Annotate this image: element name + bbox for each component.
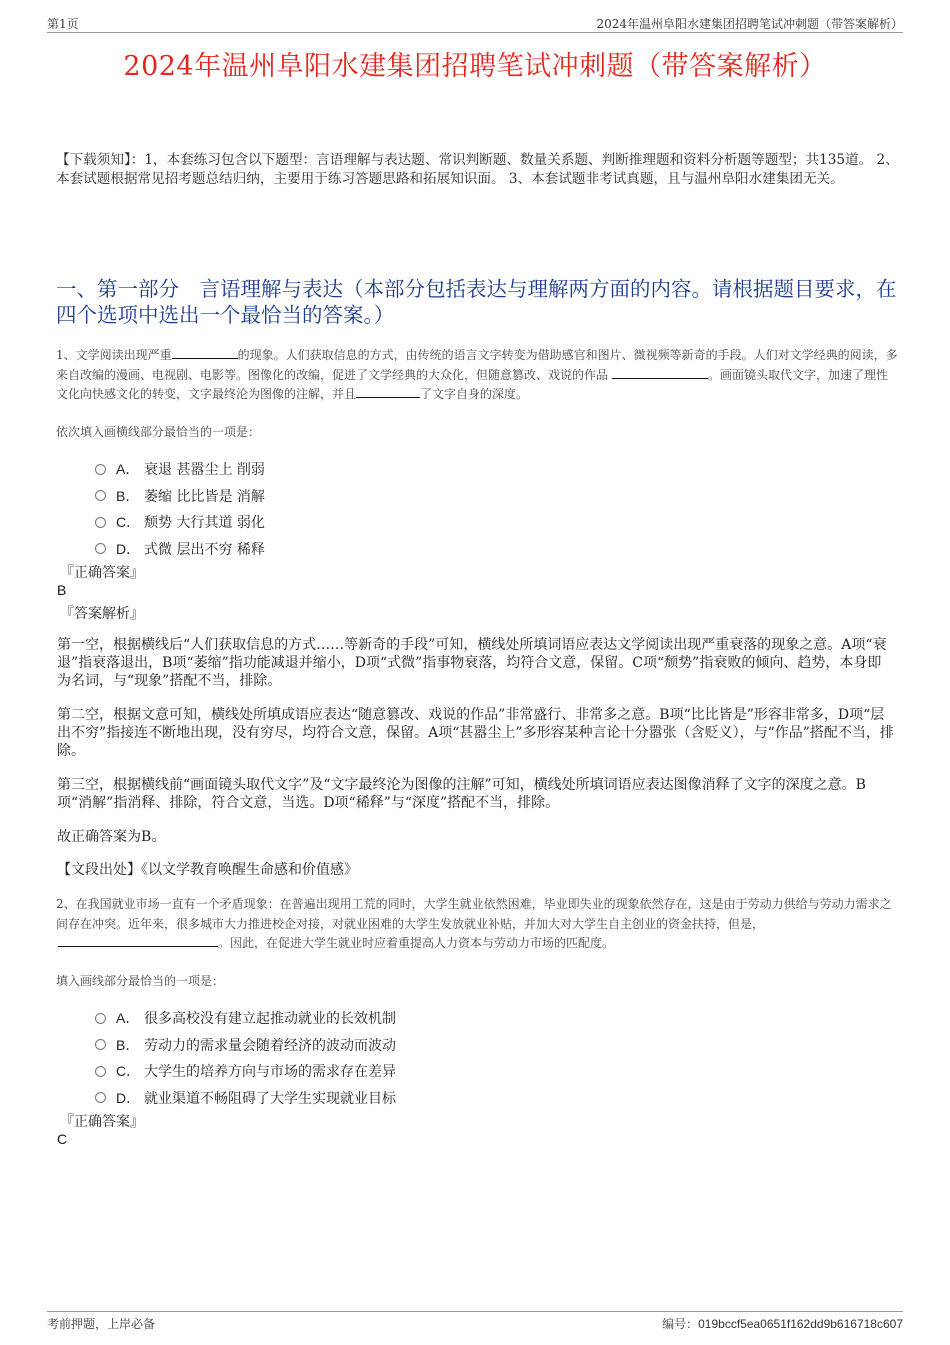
analysis-paragraph-2: 第二空，根据文意可知，横线处所填成语应表达“随意篡改、戏说的作品”非常盛行、非常多之意。B项“比比皆是”形容非常多，D项“层出不穷”指接连不断地出现，没有穷尽，均符合文意，保留。A项“甚嚣尘上”多形容某种言论十分嚣张（含贬义），与“作品”搭配不当，排除。 [57,707,894,759]
answer-label: 『正确答案』 [60,1114,144,1130]
option-c[interactable]: C． 大学生的培养方向与市场的需求存在差异 [95,1058,396,1085]
fill-blank [58,934,218,947]
radio-button[interactable] [95,1066,106,1077]
page-number: 第1页 [47,17,79,31]
question-1-text: 1、文学阅读出现严重 的现象。人们获取信息的方式，由传统的语言文字转变为借助感官和图片、微视频等新奇的手段。人们对文学经典的阅读，多来自改编的漫画、电视剧、电影等。图像化的改编，促进了文学经典的大众化，但随意篡改、戏说的作品 。画面镜头取代文字，加速了理性文化向快感文化的转变，文字最终沦为图像的注解，并且 了文字自身的深度。 [56,348,898,401]
section-title: 一、第一部分 言语理解与表达（本部分包括表达与理解两方面的内容。请根据题目要求，在四个选项中选出一个最恰当的答案。） [56,277,897,327]
analysis-paragraph-1: 第一空，根据横线后“人们获取信息的方式……等新奇的手段”可知，横线处所填词语应表达文学阅读出现严重衰落的现象之意。A项“衰退”指衰落退出，B项“萎缩”指功能减退并缩小，D项“式微”指事物衰落，均符合文意，保留。C项“颓势”指衰败的倾向、趋势，本身即为名词，与“现象”搭配不当，排除。 [57,637,887,689]
analysis-paragraph-3: 第三空，根据横线前“画面镜头取代文字”及“文字最终沦为图像的注解”可知，横线处所填词语应表达图像消释了文字的深度之意。B项“消解”指消释、排除，符合文意，当选。D项“稀释”与“深度”搭配不当，排除。 [57,777,866,811]
answer-label: 『正确答案』 [60,565,144,581]
radio-button[interactable] [95,464,106,475]
radio-button[interactable] [95,490,106,501]
option-a[interactable]: A． 衰退 甚嚣尘上 削弱 [95,456,265,483]
page-footer [47,1311,903,1331]
fill-blank [356,385,420,398]
option-d[interactable]: D． 式微 层出不穷 稀释 [95,536,265,563]
fill-blank [172,346,238,359]
option-a[interactable]: A． 很多高校没有建立起推动就业的长效机制 [95,1005,396,1032]
option-d[interactable]: D． 就业渠道不畅阻碍了大学生实现就业目标 [95,1085,396,1112]
analysis-label: 『答案解析』 [60,606,144,622]
page-header [47,14,903,33]
passage-source: 【文段出处】《以文学教育唤醒生命感和价值感》 [57,862,358,878]
question-1-options [95,456,265,562]
question-1-instruction: 依次填入画横线部分最恰当的一项是： [56,425,261,439]
question-2-instruction: 填入画线部分最恰当的一项是： [56,974,225,988]
footer-slogan: 考前押题，上岸必备 [47,1317,156,1331]
option-b[interactable]: B． 萎缩 比比皆是 消解 [95,483,265,510]
option-c[interactable]: C． 颓势 大行其道 弱化 [95,509,265,536]
radio-button[interactable] [95,1039,106,1050]
question-2-options [95,1005,396,1111]
analysis-conclusion: 故正确答案为B。 [57,829,166,845]
footer-code: 编号：019bccf5ea0651f162dd9b616718c607 [662,1317,903,1331]
radio-button[interactable] [95,1013,106,1024]
radio-button[interactable] [95,1092,106,1103]
download-notice: 【下载须知】：1，本套练习包含以下题型：言语理解与表达题、常识判断题、数量关系题、判断推理题和资料分析题等题型；共135道。 2、本套试题根据常见招考题总结归纳，主要用于练习答题思路和拓展知识面。 3、本套试题非考试真题，且与温州阜阳水建集团无关。 [56,152,899,187]
radio-button[interactable] [95,543,106,554]
answer-value: C [57,1131,68,1147]
radio-button[interactable] [95,517,106,528]
fill-blank [612,366,708,379]
question-2-text: 2、在我国就业市场一直有一个矛盾现象：在普遍出现用工荒的同时，大学生就业依然困难，毕业即失业的现象依然存在，这是由于劳动力供给与劳动力需求之间存在冲突。近年来，很多城市大力推进校企对接，对就业困难的大学生发放就业补贴，并加大对大学生自主创业的资金扶持，但是，。因此，在促进大学生就业时应着重提高人力资本与劳动力市场的匹配度。 [56,897,892,950]
answer-value: B [57,582,67,598]
header-doc-title: 2024年温州阜阳水建集团招聘笔试冲刺题（带答案解析） [596,17,903,31]
option-b[interactable]: B． 劳动力的需求量会随着经济的波动而波动 [95,1032,396,1059]
page-title: 2024年温州阜阳水建集团招聘笔试冲刺题（带答案解析） [123,51,827,82]
